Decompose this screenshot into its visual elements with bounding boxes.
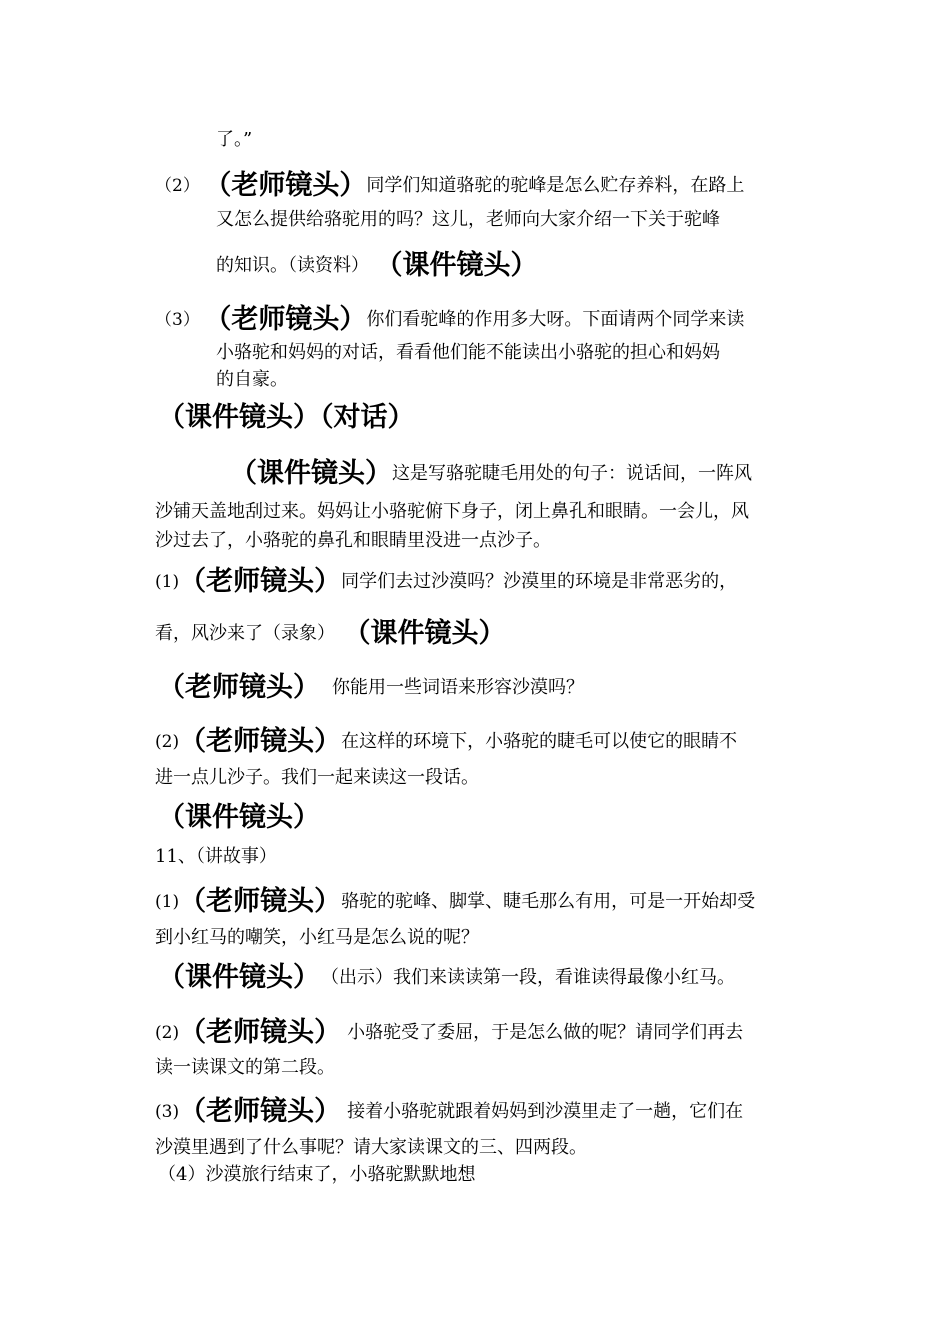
teacher-shot-heading: （老师镜头） bbox=[158, 672, 320, 703]
story-item-1-teacher: (1)（老师镜头）骆驼的驼峰、脚掌、睫毛那么有用，可是一开始却受 bbox=[155, 886, 756, 917]
text-line: 小骆驼和妈妈的对话，看看他们能不能读出小骆驼的担心和妈妈 bbox=[216, 342, 720, 363]
text-line: 进一点儿沙子。我们一起来读这一段话。 bbox=[155, 767, 479, 788]
teacher-shot-heading: （老师镜头） bbox=[217, 304, 367, 335]
teacher-shot-heading: （老师镜头） bbox=[217, 170, 367, 201]
courseware-eyelash-line: （课件镜头）这是写骆驼睫毛用处的句子：说话间，一阵风 bbox=[230, 458, 752, 489]
text-line: 了。” bbox=[216, 129, 253, 150]
sub-item-2-teacher: (2)（老师镜头）在这样的环境下，小骆驼的睫毛可以使它的眼睛不 bbox=[155, 726, 738, 757]
teacher-shot-heading: （老师镜头） bbox=[179, 1096, 342, 1127]
courseware-shot-heading: （课件镜头） bbox=[357, 618, 506, 649]
text-line: 到小红马的嘲笑，小红马是怎么说的呢？ bbox=[155, 927, 479, 948]
courseware-heading: （课件镜头） bbox=[158, 802, 320, 833]
teacher-shot-heading: （老师镜头） bbox=[179, 1017, 342, 1048]
section-11-heading: 11、（讲故事） bbox=[155, 846, 277, 867]
item-number: (1) bbox=[155, 572, 180, 592]
courseware-shot-heading: （课件镜头） bbox=[230, 458, 392, 489]
courseware-shot-heading: （课件镜头） bbox=[389, 250, 538, 281]
text-line: 沙过去了，小骆驼的鼻孔和眼睛里没进一点沙子。 bbox=[155, 530, 551, 551]
item-3-teacher: （3） （老师镜头）你们看驼峰的作用多大呀。下面请两个同学来读 bbox=[155, 304, 745, 335]
text-line: 的知识。（读资料） （课件镜头） bbox=[216, 250, 538, 281]
story-item-2-teacher: (2)（老师镜头） 小骆驼受了委屈，于是怎么做的呢？请同学们再去 bbox=[155, 1017, 744, 1048]
story-item-3-teacher: (3)（老师镜头） 接着小骆驼就跟着妈妈到沙漠里走了一趟，它们在 bbox=[155, 1096, 744, 1127]
item-number: (3) bbox=[155, 1102, 180, 1122]
teacher-shot-heading: （老师镜头） bbox=[179, 566, 342, 597]
courseware-red-horse-line: （课件镜头） （出示）我们来读读第一段，看谁读得最像小红马。 bbox=[158, 962, 735, 993]
text-line: 的自豪。 bbox=[216, 369, 288, 390]
courseware-shot-heading: （课件镜头） bbox=[158, 962, 320, 993]
sub-item-1-teacher: (1)（老师镜头）同学们去过沙漠吗？沙漠里的环境是非常恶劣的， bbox=[155, 566, 738, 597]
teacher-question-line: （老师镜头） 你能用一些词语来形容沙漠吗？ bbox=[158, 672, 584, 703]
item-2-teacher: （2） （老师镜头）同学们知道骆驼的驼峰是怎么贮存养料，在路上 bbox=[155, 170, 745, 201]
item-number: (2) bbox=[155, 732, 180, 752]
item-number: （3） bbox=[155, 310, 200, 330]
text-line: 读一读课文的第二段。 bbox=[155, 1057, 335, 1078]
teacher-shot-heading: （老师镜头） bbox=[179, 726, 342, 757]
teacher-shot-heading: （老师镜头） bbox=[179, 886, 342, 917]
text-line: 沙铺天盖地刮过来。妈妈让小骆驼俯下身子，闭上鼻孔和眼睛。一会儿，风 bbox=[155, 501, 749, 522]
courseware-dialogue-heading: （课件镜头）（对话） bbox=[158, 402, 415, 433]
item-number: (2) bbox=[155, 1023, 180, 1043]
text-line: 沙漠里遇到了什么事呢？请大家读课文的三、四两段。 bbox=[155, 1137, 587, 1158]
text-line: 看，风沙来了（录象） （课件镜头） bbox=[155, 618, 506, 649]
item-number: (1) bbox=[155, 892, 180, 912]
text-line: 又怎么提供给骆驼用的吗？这儿，老师向大家介绍一下关于驼峰 bbox=[216, 209, 720, 230]
item-number: （2） bbox=[155, 176, 200, 196]
text-line: （4）沙漠旅行结束了，小骆驼默默地想 bbox=[158, 1164, 476, 1185]
